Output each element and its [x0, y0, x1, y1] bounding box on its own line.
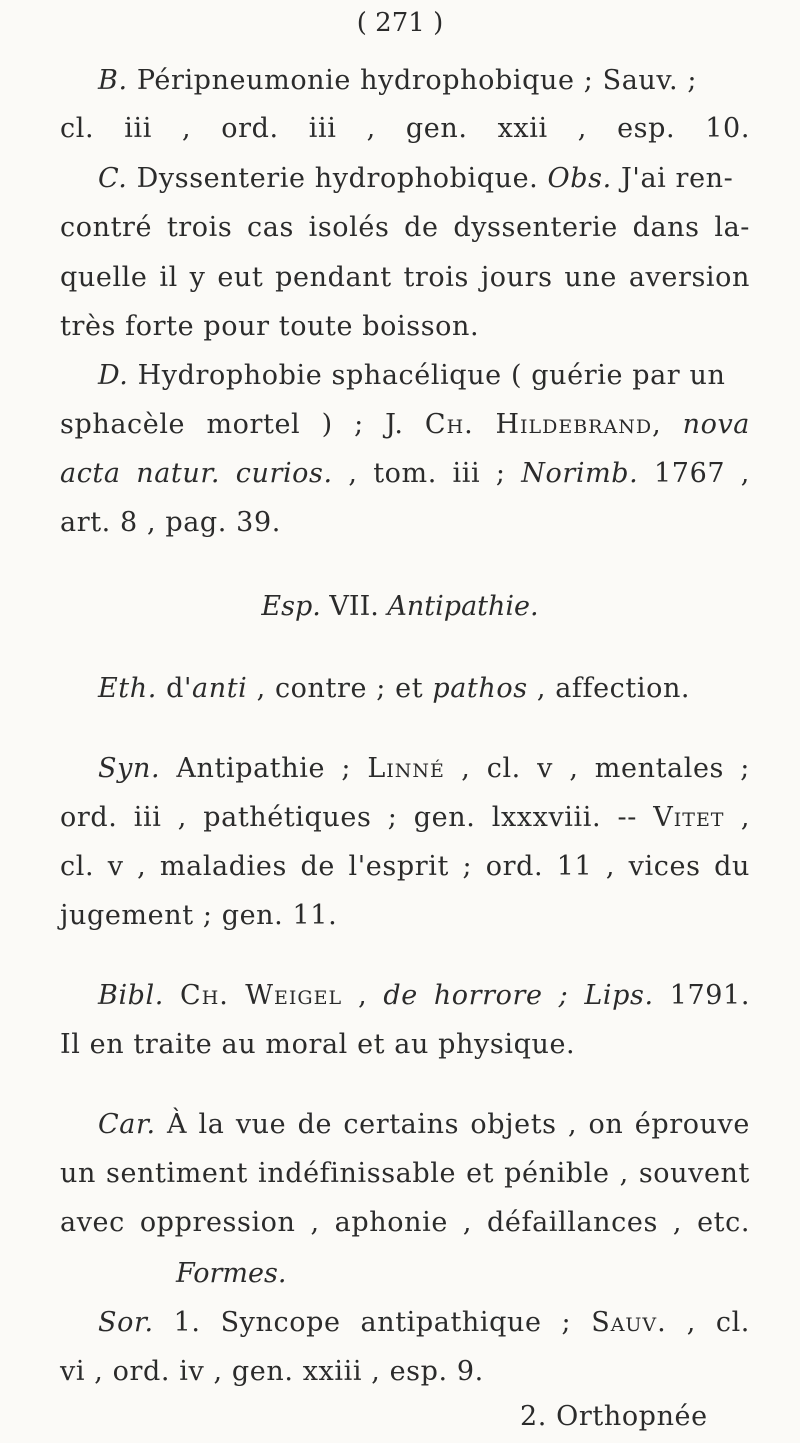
page-number: ( 271 ) — [356, 8, 444, 38]
work-title-nova: nova — [682, 409, 750, 440]
sor-text-a: 1. Syncope antipathique ; — [153, 1307, 592, 1338]
eth-text-c: , affection. — [527, 673, 691, 704]
etymology-line — [98, 672, 690, 706]
eth-pathos: pathos — [432, 673, 528, 704]
characters-line-3: avec oppression , aphonie , défaillances , etc. — [60, 1207, 750, 1238]
syn-text-b: , cl. v , mentales ; — [444, 753, 750, 784]
work-de-horrore: de horrore ; Lips. — [383, 980, 654, 1011]
entry-b-text: Péripneumonie hydrophobique ; Sauv. ; — [136, 65, 698, 96]
author-weigel: Ch. Weigel — [180, 980, 343, 1011]
heading-esp: Esp. — [261, 591, 321, 622]
place-norimb: Norimb. — [521, 458, 639, 489]
formes-title: Formes. — [176, 1258, 287, 1289]
author-vitet: Vitet — [653, 802, 725, 833]
bibliography-line-1 — [98, 979, 750, 1013]
syn-text-a: Antipathie ; — [160, 753, 368, 784]
punct: , — [652, 409, 683, 440]
entry-c-label: C. — [98, 163, 128, 194]
entry-c-line-4: très forte pour toute boisson. — [60, 311, 480, 342]
author-linne: Linné — [367, 753, 445, 784]
entry-d-line-1 — [98, 359, 725, 393]
eth-text-b: , contre ; et — [247, 673, 433, 704]
work-title-acta: acta natur. curios. — [60, 458, 333, 489]
entry-d-text-2: sphacèle mortel ) ; J. — [60, 409, 425, 440]
sorts-line-2: vi , ord. iv , gen. xxiii , esp. 9. — [60, 1356, 484, 1387]
entry-b-line-2: cl. iii , ord. iii , gen. xxii , esp. 10. — [60, 113, 750, 144]
entry-d-text: Hydrophobie sphacélique ( guérie par un — [137, 360, 726, 391]
syn-label: Syn. — [98, 753, 161, 784]
author-sauv: Sauv. — [591, 1307, 667, 1338]
catchword: 2. Orthopnée — [520, 1401, 708, 1432]
car-text-1: À la vue de certains objets , on éprouve — [155, 1109, 750, 1140]
sorts-line-1 — [98, 1306, 750, 1340]
entry-b-label: B. — [98, 65, 128, 96]
author-hildebrand: Ch. Hildebrand — [424, 409, 653, 440]
entry-d-line-4: art. 8 , pag. 39. — [60, 507, 281, 538]
synonyms-line-2 — [60, 801, 750, 835]
sor-label: Sor. — [98, 1307, 154, 1338]
sor-text-b: , cl. — [666, 1307, 750, 1338]
entry-c-obs: Obs. — [547, 163, 612, 194]
syn-text-c: ord. iii , pathétiques ; gen. lxxxviii. -- — [60, 802, 654, 833]
entry-d-line-3 — [60, 457, 750, 491]
bibl-label: Bibl. — [98, 980, 164, 1011]
heading-title: Antipathie. — [387, 591, 539, 622]
characters-line-2: un sentiment indéfinissable et pénible , souvent — [60, 1158, 750, 1189]
entry-c-tail: J'ai ren- — [621, 163, 734, 194]
entry-c-line-3: quelle il y eut pendant trois jours une aversion — [60, 262, 750, 293]
eth-anti: anti — [192, 673, 248, 704]
species-heading — [0, 591, 800, 622]
car-label: Car. — [98, 1109, 156, 1140]
synonyms-line-1 — [98, 752, 750, 786]
entry-d-line-2 — [60, 408, 750, 442]
heading-number: VII. — [329, 591, 379, 622]
eth-label: Eth. — [98, 673, 157, 704]
synonyms-line-4: jugement ; gen. 11. — [60, 900, 338, 931]
eth-text-a: d' — [156, 673, 193, 704]
bibl-year: 1791. — [653, 980, 750, 1011]
entry-c-line-1 — [98, 162, 733, 196]
synonyms-line-3: cl. v , maladies de l'esprit ; ord. 11 , vices du — [60, 851, 750, 882]
entry-d-tom: , tom. iii ; — [332, 458, 522, 489]
bibliography-line-2: Il en traite au moral et au physique. — [60, 1029, 576, 1060]
bibl-text-a: , — [342, 980, 384, 1011]
characters-line-1 — [98, 1108, 750, 1142]
entry-c-title: Dyssenterie hydrophobique. — [136, 163, 539, 194]
entry-c-line-2: contré trois cas isolés de dyssenterie dans la- — [60, 212, 750, 243]
entry-d-label: D. — [98, 360, 129, 391]
year: 1767 , — [638, 458, 750, 489]
entry-b-line-1 — [98, 64, 697, 98]
formes-heading — [176, 1258, 286, 1289]
syn-text-d: , — [724, 802, 750, 833]
